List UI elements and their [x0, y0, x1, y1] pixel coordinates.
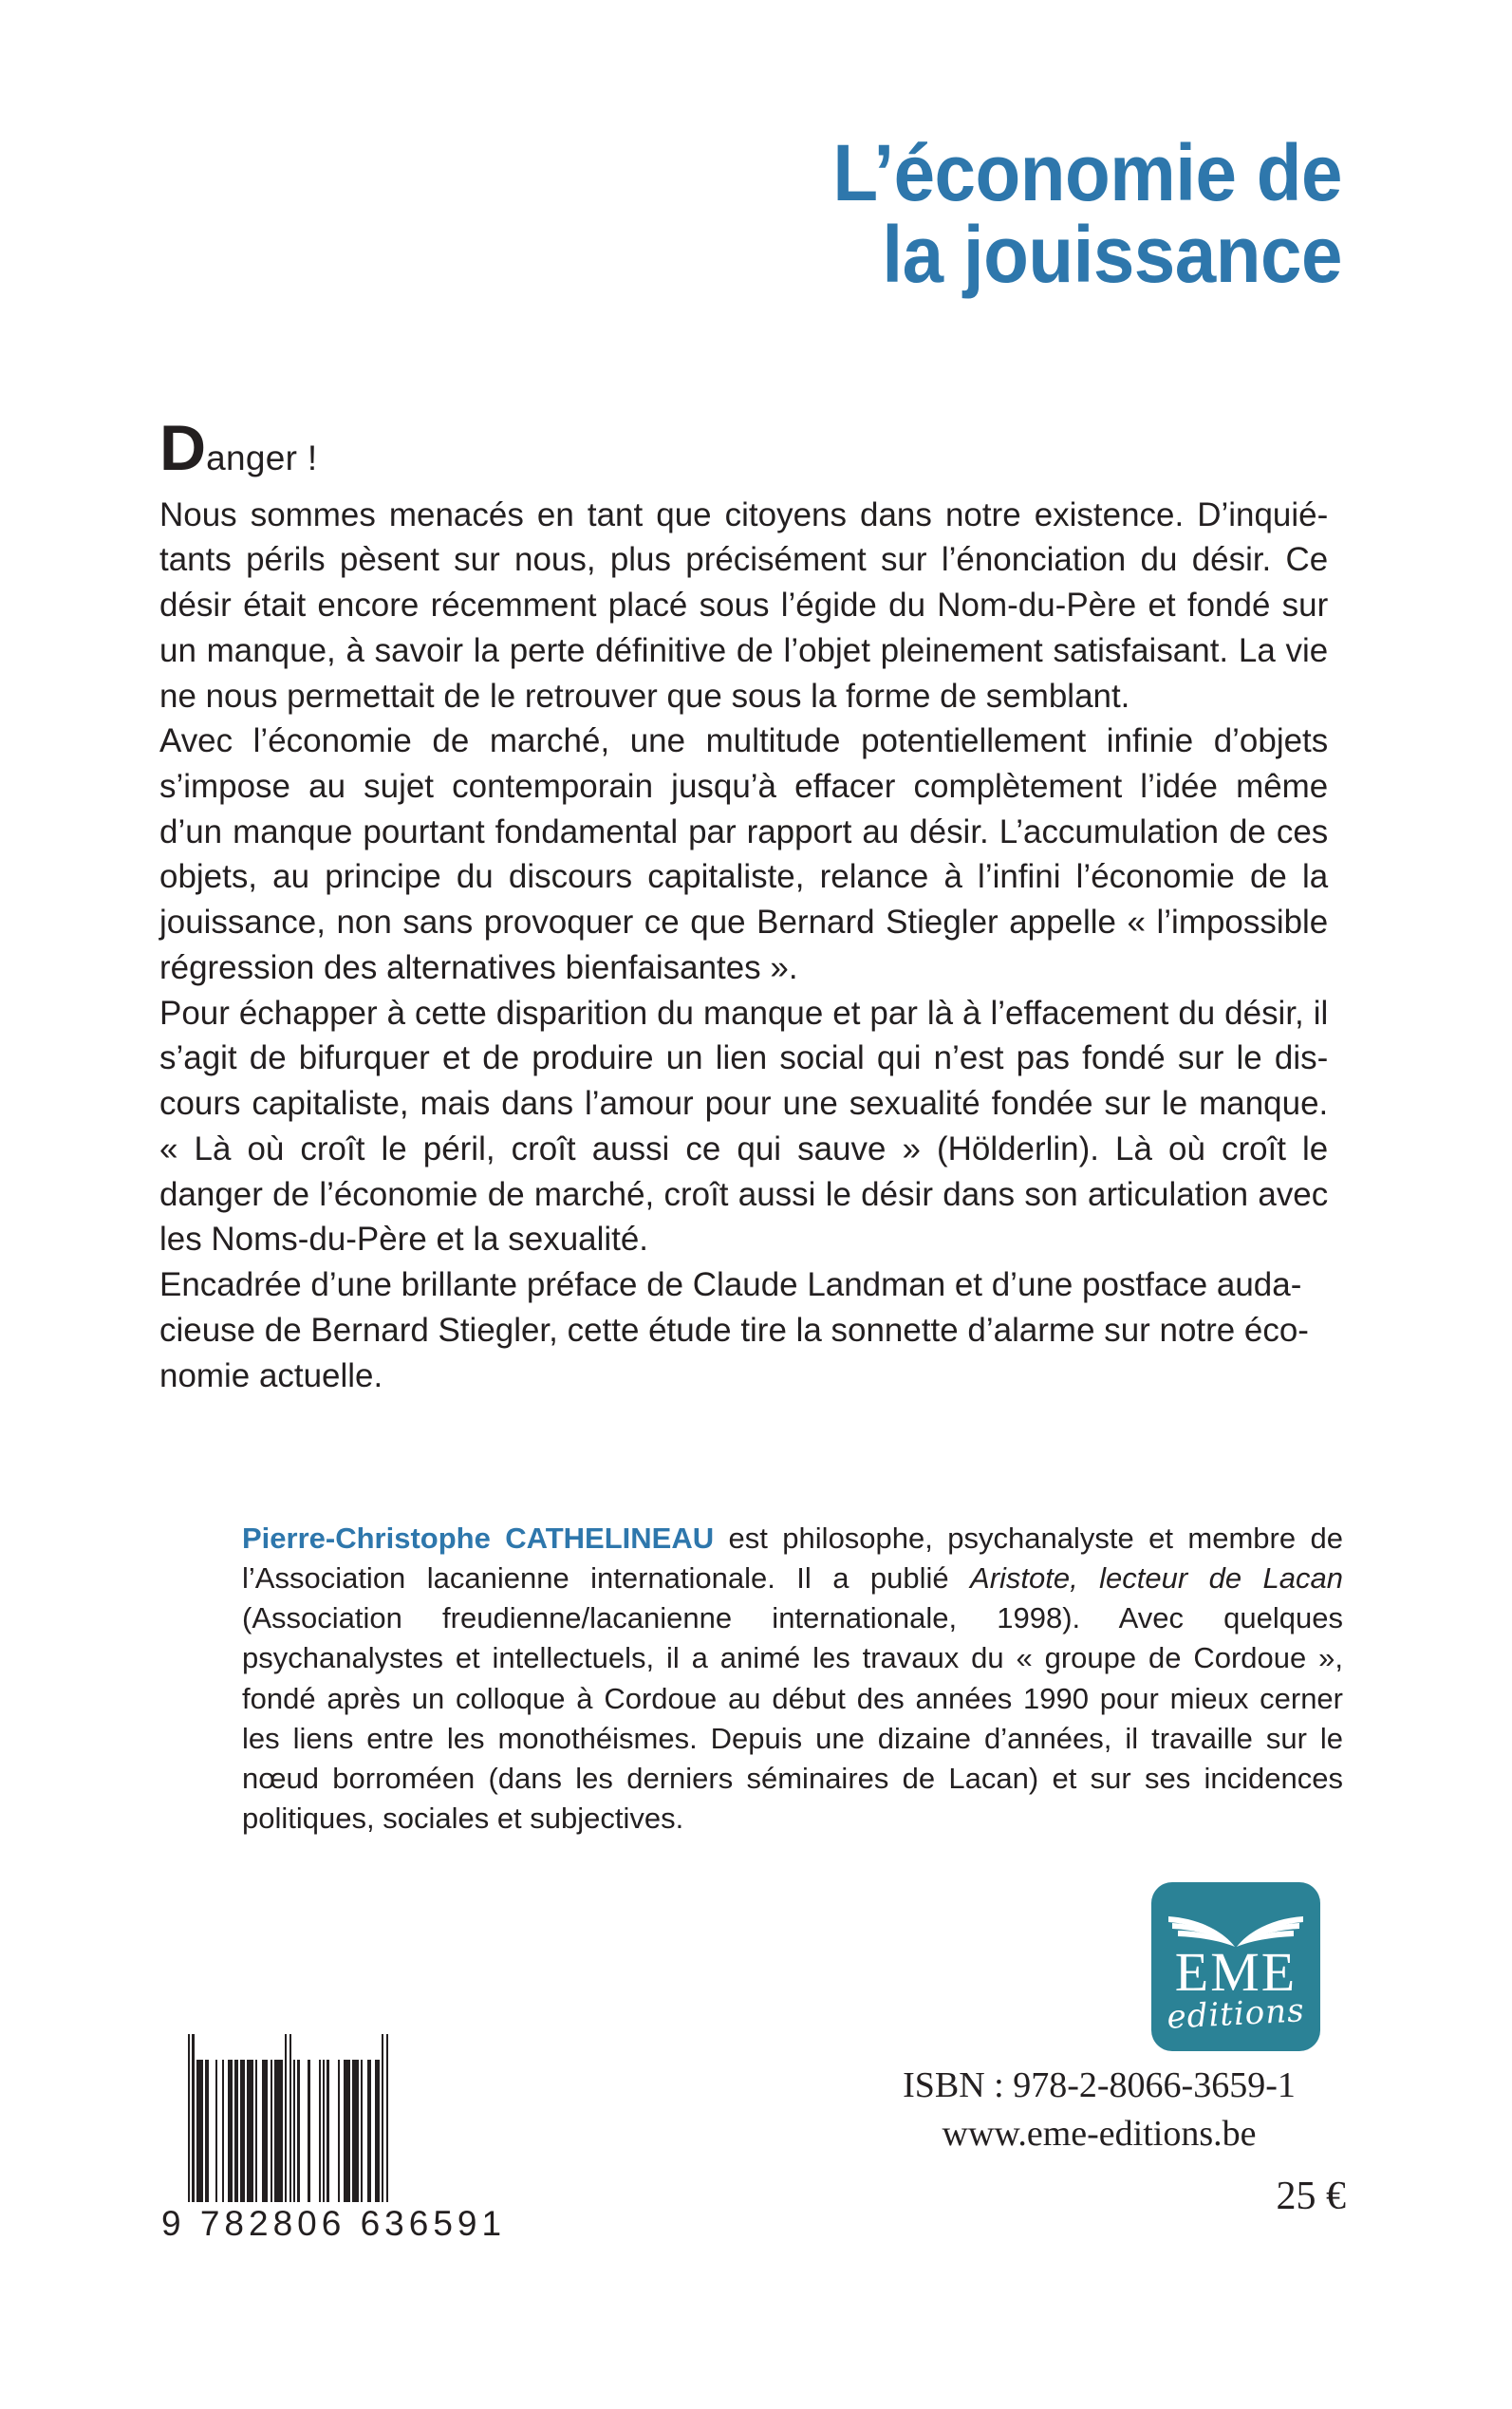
imprint-block — [852, 2062, 1346, 2159]
blurb-paragraph: Pour échapper à cette disparition du manque et par là à l’effacement du désir, il s’agit de bifurquer et de produire un lien social qui n’est pas fondé sur le dis-cours capitaliste, mais dans l’amour pour une sexualité fondée sur le manque. « Là où croît le péril, croît aussi ce qui sauve » (Hölderlin). Là où croît le danger de l’économie de marché, croît aussi le désir dans son articulation avec les Noms-du-Père et la sexualité. — [159, 993, 1329, 1259]
publisher-name: EME — [1174, 1941, 1297, 2003]
title-line-1: L’économie de — [832, 128, 1342, 217]
bio-text-after-work: (Association freudienne/lacanienne internationale, 1998). Avec quelques psychanalystes et intellectuels, il a animé les travaux du « groupe de Cordoue », fondé après un colloque à Cordoue au début des années 1990 pour mieux cerner les liens entre les monothéismes. Depuis une dizaine d’années, il travaille sur le nœud borroméen (dans les derniers séminaires de Lacan) et sur ses incidences politiques, sociales et subjectives. — [242, 1601, 1343, 1836]
price-label: 25 € — [1276, 2175, 1346, 2218]
blurb-heading — [159, 412, 1346, 484]
blurb-section — [159, 412, 1346, 1398]
blurb-paragraph: Encadrée d’une brillante préface de Claude Landman et d’une postface auda-cieuse de Bernard Stiegler, cette étude tire la sonnette d’alarme sur notre éco-nomie actuelle. — [159, 1265, 1309, 1394]
publisher-logo — [1151, 1882, 1320, 2051]
blurb-heading-rest: anger ! — [206, 439, 318, 477]
publisher-website: www.eme-editions.be — [942, 2114, 1257, 2155]
author-bio-section — [242, 1519, 1343, 1839]
barcode-digits: 9 782806 636591 — [161, 2204, 507, 2243]
blurb-paragraph: Avec l’économie de marché, une multitude potentiellement infinie d’objets s’impose au sujet contemporain jusqu’à effacer complètement l’idée même d’un manque pourtant fondamental par rapport au désir. L’accumulation de ces objets, au principe du discours capitaliste, relance à l’infini l’économie de la jouissance, non sans provoquer ce que Bernard Stiegler appelle « l’impossible régression des alternatives bienfaisantes ». — [159, 721, 1329, 986]
isbn-barcode — [161, 2060, 560, 2244]
title-line-2: la jouissance — [882, 209, 1342, 299]
barcode-bars — [188, 2060, 560, 2202]
book-title — [161, 128, 1342, 299]
isbn-text: ISBN : 978-2-8066-3659-1 — [903, 2065, 1296, 2105]
author-bio-text — [242, 1519, 1343, 1839]
blurb-paragraph: Nous sommes menacés en tant que citoyens dans notre existence. D’inquié-tants périls pèsent sur nous, plus précisément sur l’énonciation du désir. Ce désir était encore récemment placé sous l’égide du Nom-du-Père et fondé sur un manque, à savoir la perte définitive de l’objet pleinement satisfaisant. La vie ne nous permettait de le retrouver que sous la forme de semblant. — [159, 495, 1329, 715]
publisher-tagline: editions — [1166, 1991, 1306, 2037]
author-name: Pierre-Christophe CATHELINEAU — [242, 1522, 715, 1555]
bio-text-before-work: est philosophe, psychanalyste et membre de l’Association lacanienne internationale. Il a publié — [242, 1522, 1344, 1596]
blurb-heading-dropcap: D — [159, 412, 207, 484]
cited-work-title: Aristote, lecteur de Lacan — [970, 1561, 1343, 1596]
